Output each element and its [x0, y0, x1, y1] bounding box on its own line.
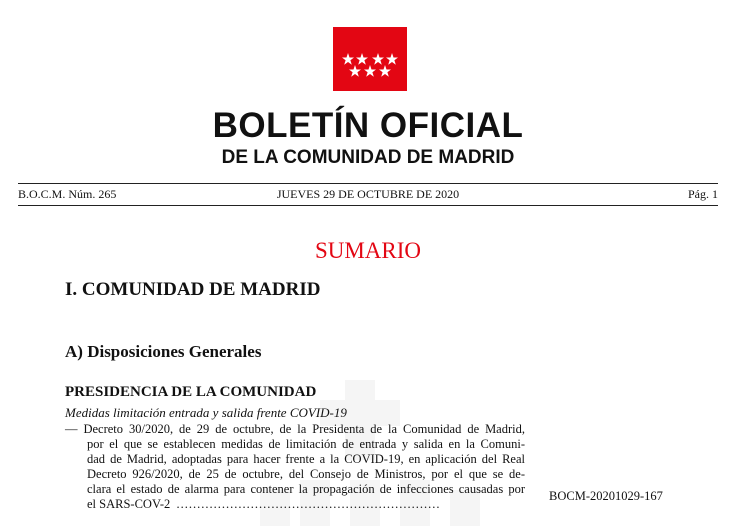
entry-line-last: [65, 497, 525, 512]
entry-leader-dots: ................................................................: [176, 497, 441, 511]
page-number: Pág. 1: [688, 187, 718, 201]
entry-reference[interactable]: BOCM-20201029-167: [549, 489, 663, 503]
seven-stars-icon: [333, 27, 407, 91]
header-rule-bottom: [18, 205, 718, 206]
entry-line: dad de Madrid, adoptadas para hacer frente a la COVID-19, en aplicación del Real: [87, 452, 525, 466]
organization-heading: PRESIDENCIA DE LA COMUNIDAD: [65, 384, 317, 400]
entry-line: clara el estado de alarma para contener la propagación de infecciones causadas por: [87, 482, 525, 496]
masthead-title: BOLETÍN OFICIAL: [212, 106, 524, 145]
header-rule-top: [18, 183, 718, 184]
entry-line: Decreto 926/2020, de 25 de octubre, del Consejo de Ministros, por el que se de-: [87, 467, 525, 481]
entry-line: — Decreto 30/2020, de 29 de octubre, de la Presidenta de la Comunidad de Madrid,: [65, 422, 525, 436]
entry-line: por el que se establecen medidas de limitación de entrada y salida en la Comuni-: [87, 437, 525, 451]
comunidad-madrid-logo: [333, 27, 407, 91]
summary-entry[interactable]: [65, 422, 525, 512]
issue-number: B.O.C.M. Núm. 265: [18, 187, 117, 201]
section-heading: I. COMUNIDAD DE MADRID: [65, 279, 321, 300]
entry-line-text: el SARS-COV-2: [87, 497, 171, 511]
masthead-subtitle: DE LA COMUNIDAD DE MADRID: [221, 147, 515, 168]
subsection-heading: A) Disposiciones Generales: [65, 342, 262, 361]
summary-heading: SUMARIO: [314, 238, 422, 263]
issue-date: JUEVES 29 DE OCTUBRE DE 2020: [276, 187, 460, 201]
topic-heading: Medidas limitación entrada y salida frente COVID-19: [65, 405, 347, 420]
